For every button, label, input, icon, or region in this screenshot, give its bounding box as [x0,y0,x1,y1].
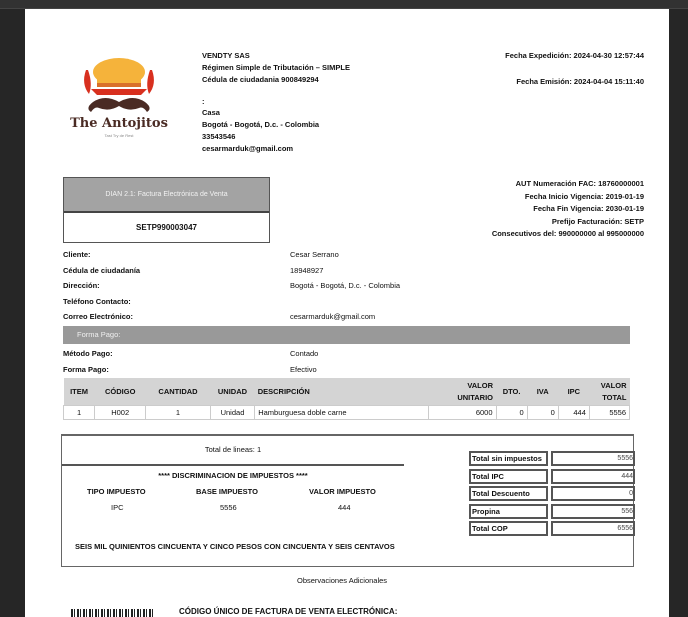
qr-code-icon [71,609,155,617]
observaciones-adicionales: Observaciones Adicionales [297,576,388,585]
cell-valor-unitario: 6000 [428,406,496,420]
company-city: Bogotá - Bogotá, D.c. - Colombia [202,120,320,129]
items-header-row [64,378,630,406]
client-label: Dirección: [63,281,100,291]
client-label: Cliente: [63,250,91,259]
col-valor-unitario [428,378,496,406]
client-value: Cesar Serrano [290,250,339,259]
cell-unidad: Unidad [210,406,254,420]
invoice-page [25,9,669,617]
totals-label: Total IPC [469,469,548,484]
company-name: VENDTY SAS [202,51,250,60]
col-item: ITEM [64,378,95,406]
tax-base: 5556 [220,503,237,512]
col-unidad: UNIDAD [210,378,254,406]
totals-table [469,451,635,539]
invoice-number: SETP990003047 [136,223,197,232]
fecha-expedicion: Fecha Expedición: 2024-04-30 12:57:44 [505,51,644,60]
authorization-info [492,178,644,241]
prefijo: Prefijo Facturación: SETP [551,216,644,226]
payment-label: Método Pago: [63,349,113,358]
cell-codigo: H002 [95,406,146,420]
client-row [63,309,633,325]
invoice-dates [505,50,644,88]
totals-row [469,486,635,501]
logo-name: The Antojitos [70,116,168,131]
col-cantidad: CANTIDAD [146,378,210,406]
totals-row [469,469,635,484]
fecha-fin: Fecha Fin Vigencia: 2030-01-19 [533,204,644,214]
totals-row [469,521,635,536]
col-codigo: CÓDIGO [95,378,146,406]
summary-box [61,434,634,567]
col-valor-total-2: TOTAL [602,392,627,402]
aut-numeracion: AUT Numeración FAC: 18760000001 [515,179,644,188]
totals-value: 6556 [551,521,635,536]
totals-label: Total Descuento [469,486,548,501]
client-label: Cédula de ciudadanía [63,265,141,275]
payment-value: Efectivo [290,364,317,374]
company-phone: 33543546 [202,132,236,141]
fecha-inicio: Fecha Inicio Vigencia: 2019-01-19 [524,191,644,201]
cell-iva: 0 [527,406,558,420]
client-value: cesarmarduk@gmail.com [290,312,376,322]
cufe-title: CÓDIGO ÚNICO DE FACTURA DE VENTA ELECTRÓNICA: [179,607,398,616]
company-email: cesarmarduk@gmail.com [202,144,294,153]
cell-cantidad: 1 [146,406,210,420]
tax-discrimination-title: **** DISCRIMINACION DE IMPUESTOS **** [158,471,308,480]
totals-value: 556 [551,504,635,519]
client-row [63,247,633,263]
cell-dto: 0 [496,406,527,420]
client-row [63,294,633,310]
viewer-toolbar [0,0,688,9]
client-label: Correo Electrónico: [63,312,134,322]
totals-value: 444 [551,469,635,484]
company-id: Cédula de ciudadania 900849294 [202,75,319,84]
company-place: Casa [202,108,220,117]
payment-header-label: Forma Pago: [77,330,121,339]
totals-value: 0 [551,486,635,501]
col-dto: DTO. [496,378,527,406]
consecutivos: Consecutivos del: 990000000 al 995000000 [491,229,644,239]
totals-row [469,504,635,519]
client-row [63,263,633,279]
col-valor-total [589,378,629,406]
fecha-emision: Fecha Emisión: 2024-04-04 15:11:40 [516,77,644,86]
col-valor-unitario-1: VALOR [467,380,494,390]
tax-valor: 444 [338,503,351,512]
tax-header-tipo: TIPO IMPUESTO [87,487,146,496]
client-label: Teléfono Contacto: [63,296,131,306]
dian-title: DIAN 2.1: Factura Electrónica de Venta [64,178,269,213]
cell-descripcion: Hamburguesa doble carne [255,406,428,420]
client-value: 18948927 [290,265,324,275]
table-row [64,406,630,420]
items-table [63,378,630,420]
col-descripcion: DESCRIPCIÓN [255,378,428,406]
tax-header-base: BASE IMPUESTO [196,487,258,496]
payment-row [63,346,633,362]
col-valor-total-1: VALOR [600,380,627,390]
totals-label: Propina [469,504,548,519]
payment-header [63,326,630,344]
tax-tipo: IPC [111,503,124,512]
client-value: Bogotá - Bogotá, D.c. - Colombia [290,281,401,291]
amount-in-words: SEIS MIL QUINIENTOS CINCUENTA Y CINCO PESOS CON CINCUENTA Y SEIS CENTAVOS [75,542,395,551]
totals-label: Total COP [469,521,548,536]
company-colon: : [202,97,205,106]
cell-ipc: 444 [558,406,589,420]
client-row [63,278,633,294]
cell-item: 1 [64,406,95,420]
payment-value: Contado [290,349,319,358]
totals-label: Total sin impuestos [469,451,548,466]
company-info [202,50,350,155]
col-valor-unitario-2: UNITARIO [457,392,494,402]
col-ipc: IPC [558,378,589,406]
company-regime: Régimen Simple de Tributación – SIMPLE [202,63,350,72]
totals-row [469,451,635,466]
total-lineas: Total de lineas: 1 [62,436,404,466]
company-logo [69,54,169,144]
payment-row [63,362,633,378]
col-iva: IVA [527,378,558,406]
cell-valor-total: 5556 [589,406,629,420]
totals-value: 5556 [551,451,635,466]
logo-tagline: Tast Try de Rest [104,133,134,138]
dian-box [63,177,270,243]
tax-header-valor: VALOR IMPUESTO [309,487,376,496]
payment-label: Forma Pago: [63,364,109,374]
